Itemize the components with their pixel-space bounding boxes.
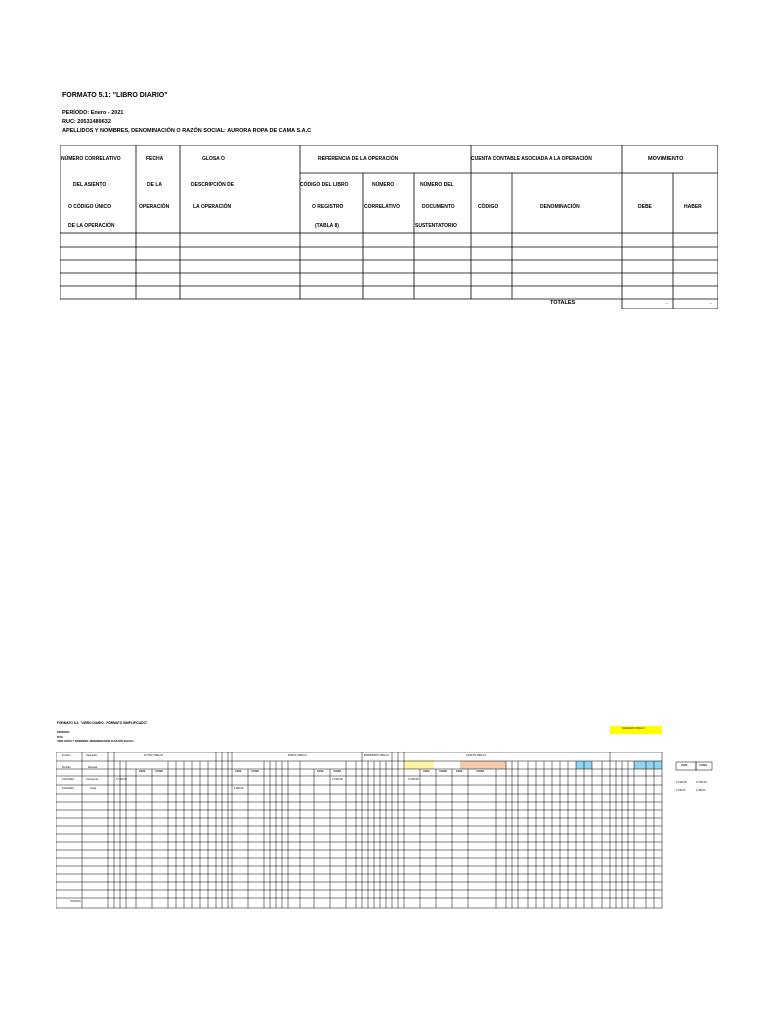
s-subhead-haber-4: HABER <box>439 770 448 773</box>
col-numero-documento-1: NÚMERO DEL <box>420 182 454 188</box>
s-row1-v3: 17,560.00 <box>408 778 419 781</box>
s-row2-desc: Venta <box>90 787 97 790</box>
s-subhead-debe: DEBE <box>139 770 146 773</box>
s-col-fecha-2: Período <box>62 766 71 769</box>
page-title: FORMATO 5.1: "LIBRO DIARIO" <box>62 92 168 99</box>
col-fecha-3: OPERACIÓN <box>139 204 170 210</box>
s-subhead-debe-5: DEBE <box>456 770 463 773</box>
col-codigo: CÓDIGO <box>478 204 499 210</box>
s-row2-v1: 2,260.00 <box>234 787 244 790</box>
s-group-pasivo: PASIVO TABLA 8 <box>288 754 307 757</box>
periodo-label: PERÍODO: Enero - 2021 <box>62 110 124 116</box>
s-summary-r1b: 17,560.00 <box>696 781 707 784</box>
format52-razon-social: APELLIDOS Y NOMBRES, DENOMINACIÓN O RAZÓN SOCIAL: <box>57 740 135 743</box>
col-glosa-2: DESCRIPCIÓN DE <box>191 182 235 188</box>
s-subhead-haber-3: HABER <box>333 770 342 773</box>
s-row1-desc: Compra de ... <box>86 778 101 781</box>
col-codigo-libro-1: CÓDIGO DEL LIBRO <box>300 182 349 188</box>
col-numero-documento-2: DOCUMENTO <box>422 204 455 210</box>
col-glosa-3: LA OPERACIÓN <box>193 204 232 210</box>
s-group-gastos: GASTOS TABLA 8 <box>466 754 486 757</box>
ruc-label: RUC: 20531489632 <box>62 119 111 125</box>
col-haber: HABER <box>684 204 702 210</box>
table-grid <box>60 145 718 309</box>
col-correlativo-3: O CÓDIGO ÚNICO <box>68 204 112 210</box>
razon-social-label: APELLIDOS Y NOMBRES, DENOMINACIÓN O RAZÓN SOCIAL: AURORA ROPA DE CAMA S.A.C <box>62 128 312 134</box>
col-correlativo-4: DE LA OPERACIÓN <box>68 223 115 229</box>
s-col-fecha-1: Fecha o <box>62 754 71 757</box>
format52-title: FORMATO 5.2: "LIBRO DIARIO - FORMATO SIMPLIFICADO" <box>57 721 148 725</box>
s-subhead-debe-2: DEBE <box>235 770 242 773</box>
s-summary-r1a: 17,560.00 <box>676 781 687 784</box>
s-subhead-debe-3: DEBE <box>317 770 324 773</box>
s-subhead-haber: HABER <box>155 770 164 773</box>
s-subhead-debe-4: DEBE <box>423 770 430 773</box>
s-group-ingresos: INGRESOS TABLA 8 <box>622 727 645 730</box>
s-subhead-haber-5: HABER <box>476 770 485 773</box>
s-row1-v1: 17,560.00 <box>116 778 127 781</box>
col-debe: DEBE <box>638 204 652 210</box>
col-codigo-libro-3: (TABLA 8) <box>315 223 339 229</box>
col-glosa-1: GLOSA O <box>202 156 225 162</box>
format52-periodo: PERÍODO: <box>57 731 70 734</box>
s-group-patrimonio: PATRIMONIO TABLA 8 <box>364 754 389 757</box>
movimiento-header: MOVIMIENTO <box>648 156 684 162</box>
s-col-operacion-1: Operación <box>86 754 98 757</box>
s-summary-r2b: 2,760.00 <box>696 789 706 792</box>
simplified-grid <box>56 752 716 912</box>
totales-label: TOTALES <box>550 300 576 306</box>
s-col-operacion-2: Mensual <box>88 766 98 769</box>
col-numero-correlativo-2: CORRELATIVO <box>364 204 401 210</box>
total-debe: - <box>666 301 668 307</box>
col-fecha-2: DE LA <box>147 182 162 188</box>
s-row1-v2: 17,560.00 <box>332 778 343 781</box>
s-group-activo: ACTIVO TABLA 8 <box>144 754 163 757</box>
s-summary-debe: DEBE <box>681 764 688 767</box>
col-numero-correlativo-1: NÚMERO <box>372 182 395 188</box>
col-numero-documento-3: SUSTENTATORIO <box>415 223 457 229</box>
referencia-header: REFERENCIA DE LA OPERACIÓN <box>318 156 399 162</box>
format52-ruc: RUC: <box>57 736 64 739</box>
s-summary-r2a: 2,760.00 <box>676 789 686 792</box>
s-subhead-haber-2: HABER <box>251 770 260 773</box>
s-summary-haber: HABER <box>699 764 708 767</box>
col-denominacion: DENOMINACIÓN <box>540 204 580 210</box>
s-totales: TOTALES <box>70 900 81 903</box>
col-codigo-libro-2: O REGISTRO <box>312 204 344 210</box>
col-correlativo-1: NÚMERO CORRELATIVO <box>61 156 121 162</box>
col-fecha-1: FECHA <box>146 156 164 162</box>
cuenta-contable-header: CUENTA CONTABLE ASOCIADA A LA OPERACIÓN <box>471 156 592 162</box>
s-row1-fecha: 31/01/2021 <box>62 778 74 781</box>
libro-diario-table <box>60 145 718 309</box>
col-correlativo-2: DEL ASIENTO <box>73 182 107 188</box>
s-row2-fecha: 31/01/2021 <box>62 787 74 790</box>
total-haber: - <box>710 301 712 307</box>
